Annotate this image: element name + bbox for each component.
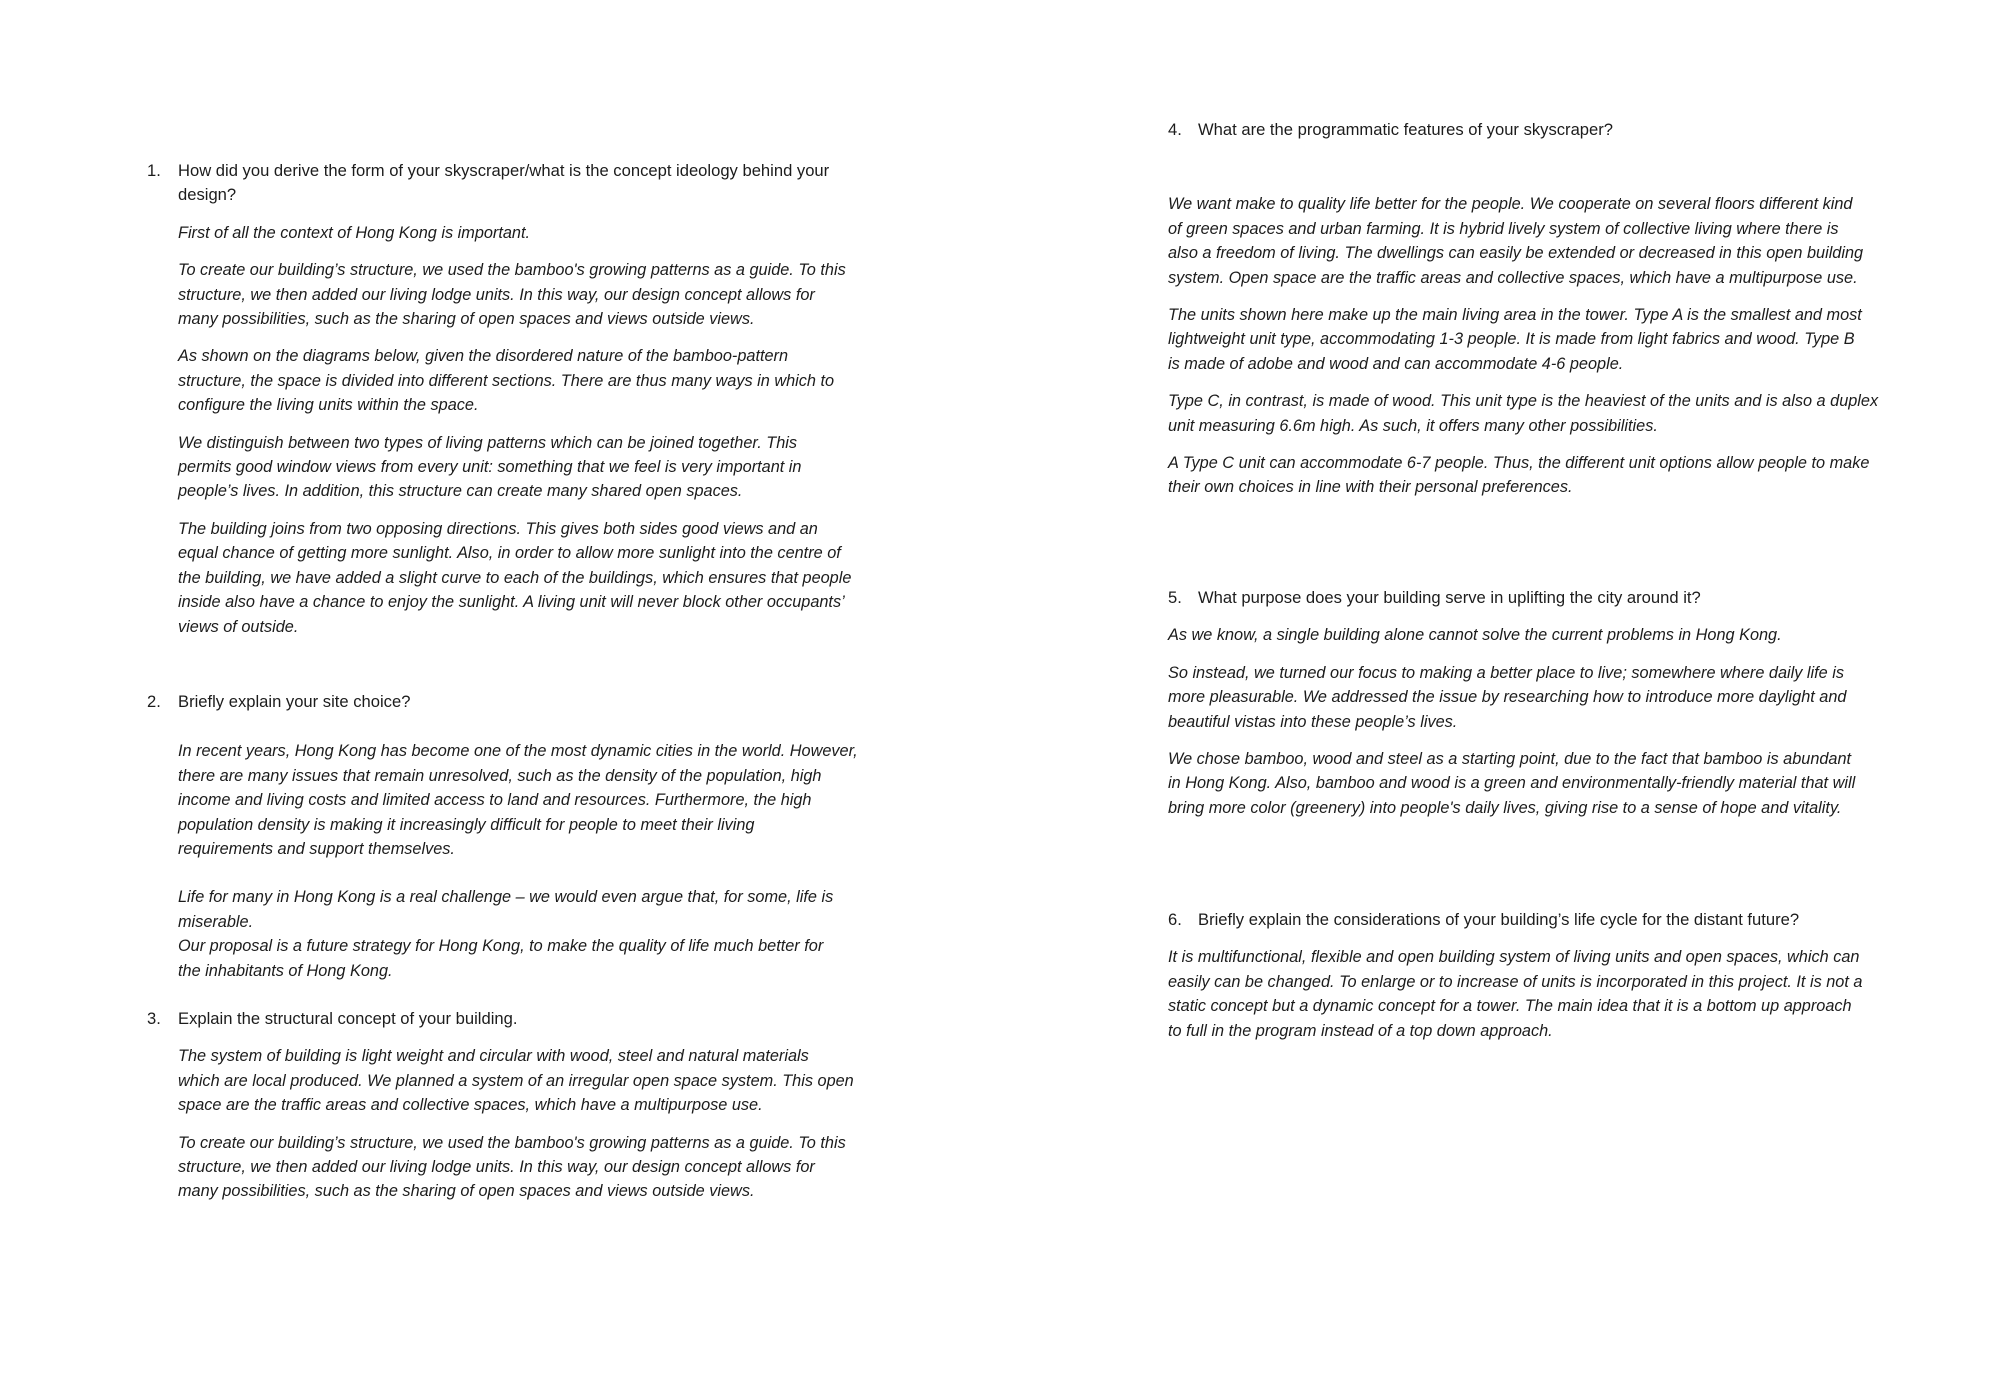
answer-3-paragraph: The system of building is light weight and circular with wood, steel and natural materials which are local produced. We planned a system of an irregular open space system. This open space are the traffic areas and collective spaces, which have a multipurpose use. xyxy=(178,1047,854,1115)
answer-3 xyxy=(178,1044,877,1203)
question-1-number: 1. xyxy=(147,161,161,180)
question-1-heading xyxy=(147,159,877,208)
question-4-text: What are the programmatic features of your skyscraper? xyxy=(1198,120,1614,139)
question-2-text: Briefly explain your site choice? xyxy=(178,692,411,711)
answer-5-paragraph: As we know, a single building alone cannot solve the current problems in Hong Kong. xyxy=(1168,626,1782,645)
question-5 xyxy=(1168,586,1903,820)
answer-1-paragraph: As shown on the diagrams below, given the disordered nature of the bamboo-pattern structure, the space is divided into different sections. There are thus many ways in which to configure the living units within the space. xyxy=(178,347,835,415)
question-4-heading xyxy=(1168,118,1903,142)
answer-5-paragraph: So instead, we turned our focus to making a better place to live; somewhere where daily life is more pleasurable. We addressed the issue by researching how to introduce more daylight and beautiful vistas into these people’s lives. xyxy=(1168,663,1847,731)
question-5-text: What purpose does your building serve in uplifting the city around it? xyxy=(1198,588,1701,607)
question-3-number: 3. xyxy=(147,1009,161,1028)
answer-2 xyxy=(178,739,877,983)
question-2-number: 2. xyxy=(147,692,161,711)
question-4 xyxy=(1168,118,1903,500)
answer-4-paragraph: The units shown here make up the main living area in the tower. Type A is the smallest and most lightweight unit type, accommodating 1-3 people. It is made from light fabrics and wood. Type B is made of adobe and wood and can accommodate 4-6 people. xyxy=(1168,306,1862,373)
question-2 xyxy=(147,690,877,983)
answer-1 xyxy=(178,221,877,639)
question-3-text: Explain the structural concept of your building. xyxy=(178,1009,518,1028)
answer-6-paragraph: It is multifunctional, flexible and open building system of living units and open spaces, which can easily can be changed. To enlarge or to increase of units is incorporated in this project. It is not a static concept but a dynamic concept for a tower. The main idea that it is a bottom up approach to full in the program instead of a top down approach. xyxy=(1168,948,1863,1040)
answer-4-paragraph: Type C, in contrast, is made of wood. This unit type is the heaviest of the units and is also a duplex unit measuring 6.6m high. As such, it offers many other possibilities. xyxy=(1168,392,1879,435)
answer-4-paragraph: A Type C unit can accommodate 6-7 people. Thus, the different unit options allow people to make their own choices in line with their personal preferences. xyxy=(1168,454,1870,497)
question-4-number: 4. xyxy=(1168,120,1182,139)
answer-4 xyxy=(1168,192,1903,499)
answer-3-paragraph: To create our building’s structure, we used the bamboo's growing patterns as a guide. To this structure, we then added our living lodge units. In this way, our design concept allows for many possibilities, such as the sharing of open spaces and views outside views. xyxy=(178,1133,846,1201)
answer-5-paragraph: We chose bamboo, wood and steel as a starting point, due to the fact that bamboo is abundant in Hong Kong. Also, bamboo and wood is a green and environmentally-friendly material that will bring more color (greenery) into people's daily lives, giving rise to a sense of hope and vitality. xyxy=(1168,750,1856,817)
answer-4-paragraph: We want make to quality life better for the people. We cooperate on several floors different kind of green spaces and urban farming. It is hybrid lively system of collective living where there is also a freedom of living. The dwellings can easily be extended or decreased in this open building system. Open space are the traffic areas and collective spaces, which have a multipurpose use. xyxy=(1168,195,1864,287)
question-3 xyxy=(147,1007,877,1204)
question-1-text: How did you derive the form of your skyscraper/what is the concept ideology behind your design? xyxy=(178,161,830,205)
question-2-heading xyxy=(147,690,877,714)
question-6-heading xyxy=(1168,908,1903,932)
answer-1-paragraph: First of all the context of Hong Kong is important. xyxy=(178,223,531,242)
question-3-heading xyxy=(147,1007,877,1031)
question-6 xyxy=(1168,908,1903,1043)
question-6-number: 6. xyxy=(1168,910,1182,929)
question-5-number: 5. xyxy=(1168,588,1182,607)
answer-6 xyxy=(1168,945,1903,1043)
question-5-heading xyxy=(1168,586,1903,610)
answer-2-paragraph: In recent years, Hong Kong has become one of the most dynamic cities in the world. However, there are many issues that remain unresolved, such as the density of the population, high income and living costs and limited access to land and resources. Furthermore, the high population density is making it increasingly difficult for people to meet their living requirements and support themselves. xyxy=(178,742,858,859)
answer-1-paragraph: To create our building’s structure, we used the bamboo's growing patterns as a guide. To this structure, we then added our living lodge units. In this way, our design concept allows for many possibilities, such as the sharing of open spaces and views outside views. xyxy=(178,261,846,329)
question-1 xyxy=(147,159,877,639)
answer-1-paragraph: The building joins from two opposing directions. This gives both sides good views and an equal chance of getting more sunlight. Also, in order to allow more sunlight into the centre of the building, we have added a slight curve to each of the buildings, which ensures that people inside also have a chance to enjoy the sunlight. A living unit will never block other occupants’ views of outside. xyxy=(178,519,852,636)
question-6-text: Briefly explain the considerations of your building’s life cycle for the distant future? xyxy=(1198,910,1800,929)
answer-2-paragraph: Life for many in Hong Kong is a real challenge – we would even argue that, for some, life is miserable. Our proposal is a future strategy for Hong Kong, to make the quality of life much better for the inhabitants of Hong Kong. xyxy=(178,888,834,980)
answer-5 xyxy=(1168,623,1903,820)
answer-1-paragraph: We distinguish between two types of living patterns which can be joined together. This permits good window views from every unit: something that we feel is very important in people’s lives. In addition, this structure can create many shared open spaces. xyxy=(178,433,802,501)
